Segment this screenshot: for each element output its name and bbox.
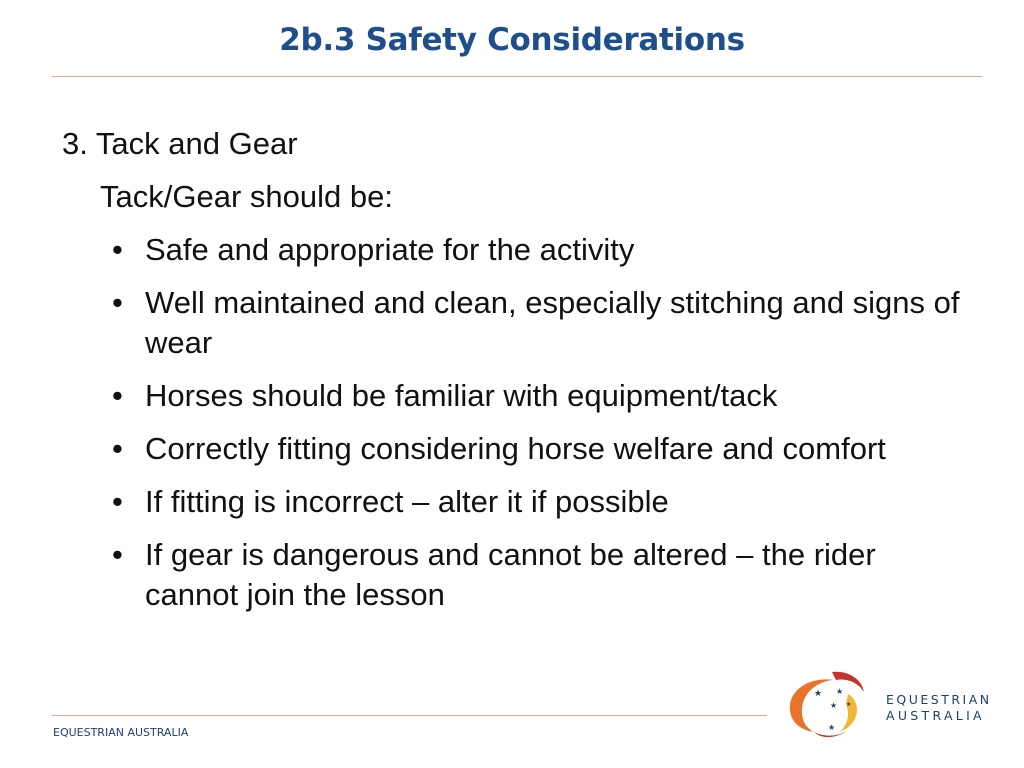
bullet-icon: •: [112, 484, 123, 519]
equestrian-australia-logo-icon: [784, 668, 879, 738]
bullet-text: Safe and appropriate for the activity: [145, 232, 635, 267]
equestrian-australia-logo: [784, 668, 994, 738]
logo-star-icon: ★: [836, 687, 844, 696]
bullet-text: Horses should be familiar with equipment/tack: [145, 378, 778, 413]
section-heading: 3. Tack and Gear: [62, 126, 298, 161]
logo-swoosh-yellow: [840, 694, 857, 732]
bullet-icon: •: [112, 431, 123, 466]
bullet-item: [62, 283, 972, 363]
logo-wordmark-line1: EQUESTRIAN: [886, 692, 992, 707]
bullet-list: [62, 230, 972, 615]
bullet-item: [62, 376, 972, 416]
bullet-text: Well maintained and clean, especially stitching and signs of wear: [145, 285, 960, 360]
bullet-icon: •: [112, 232, 123, 267]
logo-wordmark: [886, 692, 992, 724]
bullet-icon: •: [112, 537, 123, 572]
slide-content: [62, 124, 972, 628]
logo-wordmark-line2: AUSTRALIA: [886, 708, 985, 723]
bullet-item: [62, 230, 972, 270]
footer-text: EQUESTRIAN AUSTRALIA: [53, 726, 189, 739]
slide-title: 2b.3 Safety Considerations: [279, 22, 745, 58]
bullet-item: [62, 482, 972, 522]
logo-star-icon: ★: [846, 701, 852, 708]
section-subheading: Tack/Gear should be:: [100, 179, 393, 214]
logo-star-icon: ★: [814, 689, 823, 699]
bullet-item: [62, 535, 972, 615]
bullet-icon: •: [112, 378, 123, 413]
footer-divider: [52, 715, 767, 716]
logo-star-icon: ★: [828, 723, 836, 732]
bullet-text: Correctly fitting considering horse welfare and comfort: [145, 431, 886, 466]
logo-star-icon: ★: [830, 701, 838, 710]
title-divider: [52, 76, 982, 77]
bullet-item: [62, 429, 972, 469]
bullet-text: If gear is dangerous and cannot be altered – the rider cannot join the lesson: [145, 537, 876, 612]
bullet-icon: •: [112, 285, 123, 320]
bullet-text: If fitting is incorrect – alter it if possible: [145, 484, 669, 519]
